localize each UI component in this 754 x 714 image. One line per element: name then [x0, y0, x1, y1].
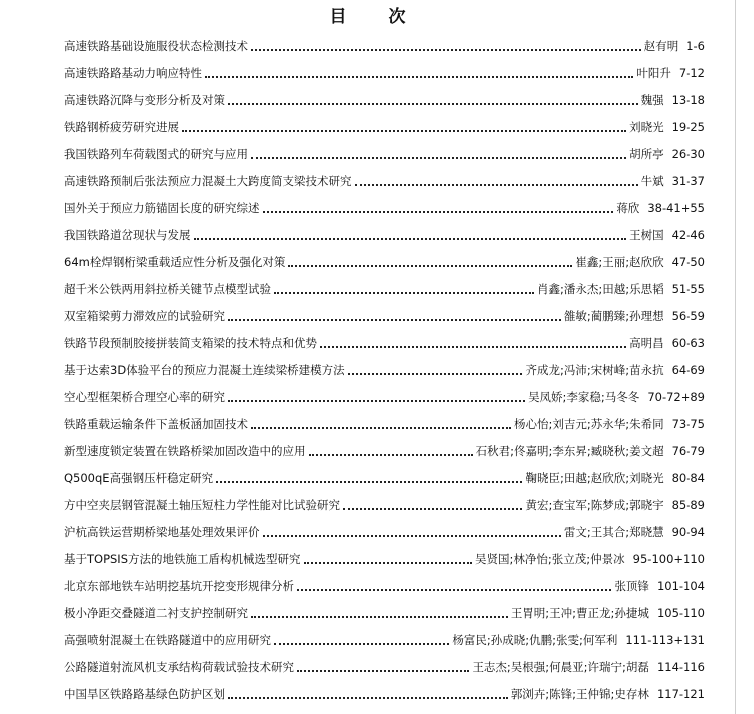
- toc-entry-pages: 80-84: [671, 471, 705, 485]
- toc-entry-pages: 26-30: [671, 147, 705, 161]
- toc-entry-pages: 111-113+131: [625, 633, 705, 647]
- toc-entry[interactable]: [64, 684, 705, 704]
- toc-entry[interactable]: [64, 333, 705, 353]
- toc-entry-pages: 7-12: [678, 66, 705, 80]
- toc-entry-title[interactable]: 铁路节段预制胶接拼装简支箱梁的技术特点和优势: [64, 336, 317, 350]
- toc-leader-dots: [251, 427, 511, 429]
- toc-entry-pages: 38-41+55: [647, 201, 705, 215]
- toc-entry[interactable]: [64, 657, 705, 677]
- toc-entry-pages: 60-63: [671, 336, 705, 350]
- toc-entry-authors: 吴凤娇;李家稳;马冬冬: [528, 390, 640, 404]
- toc-entry-authors: 雷文;王其合;郑晓慧: [563, 525, 664, 539]
- toc-leader-dots: [228, 697, 508, 699]
- toc-leader-dots: [251, 49, 641, 51]
- toc-entry-title[interactable]: 高速铁路基础设施服役状态检测技术: [64, 39, 248, 53]
- toc-entry-pages: 73-75: [671, 417, 705, 431]
- toc-entry-authors: 叶阳升: [636, 66, 671, 80]
- toc-entry-pages: 95-100+110: [632, 552, 705, 566]
- toc-entry-title[interactable]: 沪杭高铁运营期桥梁地基处理效果评价: [64, 525, 260, 539]
- toc-entry[interactable]: [64, 603, 705, 623]
- toc-entry-authors: 高明昌: [629, 336, 664, 350]
- toc-leader-dots: [297, 589, 611, 591]
- toc-entry[interactable]: [64, 144, 705, 164]
- toc-entry-pages: 101-104: [656, 579, 705, 593]
- toc-entry-title[interactable]: 我国铁路列车荷载图式的研究与应用: [64, 147, 248, 161]
- toc-entry-authors: 杨富民;孙成晓;仇鹏;张雯;何军利: [452, 633, 618, 647]
- toc-entry[interactable]: [64, 279, 705, 299]
- toc-entry[interactable]: [64, 252, 705, 272]
- toc-leader-dots: [228, 103, 638, 105]
- toc-entry-title[interactable]: 高速铁路预制后张法预应力混凝土大跨度简支梁技术研究: [64, 174, 352, 188]
- toc-entry-title[interactable]: 高强喷射混凝土在铁路隧道中的应用研究: [64, 633, 271, 647]
- toc-leader-dots: [216, 481, 522, 483]
- toc-entry[interactable]: [64, 171, 705, 191]
- toc-entry-title[interactable]: 北京东部地铁车站明挖基坑开挖变形规律分析: [64, 579, 294, 593]
- toc-entry-pages: 56-59: [671, 309, 705, 323]
- toc-entry-title[interactable]: 中国旱区铁路路基绿色防护区划: [64, 687, 225, 701]
- toc-leader-dots: [205, 76, 633, 78]
- toc-entry-title[interactable]: 高速铁路沉降与变形分析及对策: [64, 93, 225, 107]
- toc-entry-authors: 刘晓光: [629, 120, 664, 134]
- toc-entry[interactable]: [64, 225, 705, 245]
- toc-entry-pages: 19-25: [671, 120, 705, 134]
- toc-entry[interactable]: [64, 549, 705, 569]
- toc-entry-title[interactable]: 高速铁路路基动力响应特性: [64, 66, 202, 80]
- toc-entry-authors: 郭浏卉;陈锋;王仲锦;史存林: [510, 687, 649, 701]
- toc-leader-dots: [194, 238, 627, 240]
- toc-leader-dots: [343, 508, 522, 510]
- toc-entry-title[interactable]: 双室箱梁剪力滞效应的试验研究: [64, 309, 225, 323]
- toc-entry[interactable]: [64, 360, 705, 380]
- toc-entry[interactable]: [64, 90, 705, 110]
- toc-entry[interactable]: [64, 630, 705, 650]
- toc-leader-dots: [304, 562, 473, 564]
- toc-entry[interactable]: [64, 63, 705, 83]
- toc-entry-pages: 47-50: [671, 255, 705, 269]
- toc-entry-title[interactable]: 铁路钢桥疲劳研究进展: [64, 120, 179, 134]
- toc-entry-title[interactable]: 新型速度锁定装置在铁路桥梁加固改造中的应用: [64, 444, 306, 458]
- toc-entry-authors: 赵有明: [643, 39, 679, 53]
- page-title: 目 次: [329, 7, 424, 27]
- toc-leader-dots: [274, 292, 534, 294]
- toc-entry-pages: 70-72+89: [647, 390, 705, 404]
- toc-leader-dots: [251, 157, 626, 159]
- toc-leader-dots: [274, 643, 449, 645]
- toc-entry[interactable]: [64, 198, 705, 218]
- toc-entry-authors: 肖鑫;潘永杰;田越;乐思韬: [536, 282, 664, 296]
- toc-entry[interactable]: [64, 387, 705, 407]
- toc-entry-title[interactable]: 基于达索3D体验平台的预应力混凝土连续梁桥建模方法: [64, 363, 345, 377]
- toc-entry-authors: 雒敏;蔺鹏臻;孙理想: [563, 309, 664, 323]
- toc-leader-dots: [228, 319, 561, 321]
- toc-entry-authors: 蒋欣: [616, 201, 640, 215]
- toc-entry-authors: 张顶锋: [614, 579, 649, 593]
- toc-entry-pages: 85-89: [671, 498, 705, 512]
- toc-entry-title[interactable]: Q500qE高强钢压杆稳定研究: [64, 471, 214, 485]
- toc-entry-pages: 105-110: [656, 606, 705, 620]
- toc-leader-dots: [320, 346, 626, 348]
- toc-leader-dots: [263, 211, 614, 213]
- toc-entry-title[interactable]: 64m栓焊钢桁梁重载适应性分析及强化对策: [64, 255, 286, 269]
- toc-entry-pages: 42-46: [671, 228, 705, 242]
- toc-entry-authors: 王胃明;王冲;曹正龙;孙捷城: [510, 606, 649, 620]
- toc-entry[interactable]: [64, 576, 705, 596]
- toc-leader-dots: [288, 265, 572, 267]
- toc-leader-dots: [263, 535, 561, 537]
- toc-entry-authors: 崔鑫;王丽;赵欣欣: [575, 255, 664, 269]
- toc-entry[interactable]: [64, 495, 705, 515]
- toc-entry-authors: 齐成龙;冯沛;宋树峰;苗永抗: [525, 363, 664, 377]
- toc-entry-title[interactable]: 公路隧道射流风机支承结构荷载试验技术研究: [64, 660, 294, 674]
- toc-entry-authors: 王树国: [629, 228, 664, 242]
- toc-entry-authors: 鞠晓臣;田越;赵欣欣;刘晓光: [525, 471, 664, 485]
- toc-entry-title[interactable]: 基于TOPSIS方法的地铁施工盾构机械选型研究: [64, 552, 301, 566]
- toc-entry-pages: 1-6: [686, 39, 705, 53]
- toc-entry-title[interactable]: 铁路重载运输条件下盖板涵加固技术: [64, 417, 248, 431]
- toc-entry-authors: 牛斌: [640, 174, 664, 188]
- toc-entry-authors: 杨心怡;刘吉元;苏永华;朱希同: [513, 417, 664, 431]
- toc-entry-title[interactable]: 超千米公铁两用斜拉桥关键节点模型试验: [64, 282, 271, 296]
- toc-leader-dots: [182, 130, 626, 132]
- toc-entry-pages: 76-79: [671, 444, 705, 458]
- toc-entry-authors: 吴贤国;林净怡;张立茂;仲景冰: [475, 552, 625, 566]
- toc-entry[interactable]: [64, 522, 705, 542]
- toc-entry[interactable]: [64, 468, 705, 488]
- toc-entry-title[interactable]: 极小净距交叠隧道二衬支护控制研究: [64, 606, 248, 620]
- toc-leader-dots: [251, 616, 508, 618]
- toc-entry-pages: 31-37: [671, 174, 705, 188]
- toc-leader-dots: [297, 670, 469, 672]
- toc-entry[interactable]: [64, 36, 705, 56]
- toc-entry-authors: 胡所亭: [629, 147, 664, 161]
- toc-entry-pages: 117-121: [656, 687, 705, 701]
- toc-entry-authors: 魏强: [640, 93, 664, 107]
- toc-leader-dots: [355, 184, 638, 186]
- toc-entry[interactable]: [64, 414, 705, 434]
- toc-leader-dots: [348, 373, 523, 375]
- toc-entry-title[interactable]: 空心型框架桥合理空心率的研究: [64, 390, 225, 404]
- toc-entry-pages: 114-116: [656, 660, 705, 674]
- toc-entry-title[interactable]: 方中空夹层钢管混凝土轴压短柱力学性能对比试验研究: [64, 498, 340, 512]
- toc-entry-pages: 13-18: [671, 93, 705, 107]
- toc-entry-title[interactable]: 国外关于预应力筋锚固长度的研究综述: [64, 201, 260, 215]
- toc-leader-dots: [309, 454, 473, 456]
- toc-entry-authors: 石秋君;佟嘉明;李东昇;臧晓秋;姜文超: [475, 444, 664, 458]
- toc-entry-authors: 王志杰;吴根强;何晨亚;许瑞宁;胡磊: [472, 660, 649, 674]
- toc-entry-pages: 90-94: [671, 525, 705, 539]
- toc-entry-authors: 黄宏;查宝军;陈梦成;郭晓宇: [525, 498, 664, 512]
- toc-entry[interactable]: [64, 117, 705, 137]
- toc-entry[interactable]: [64, 441, 705, 461]
- toc-entry-pages: 51-55: [671, 282, 705, 296]
- toc-entry-title[interactable]: 我国铁路道岔现状与发展: [64, 228, 191, 242]
- toc-leader-dots: [228, 400, 525, 402]
- toc-entry[interactable]: [64, 306, 705, 326]
- toc-entry-pages: 64-69: [671, 363, 705, 377]
